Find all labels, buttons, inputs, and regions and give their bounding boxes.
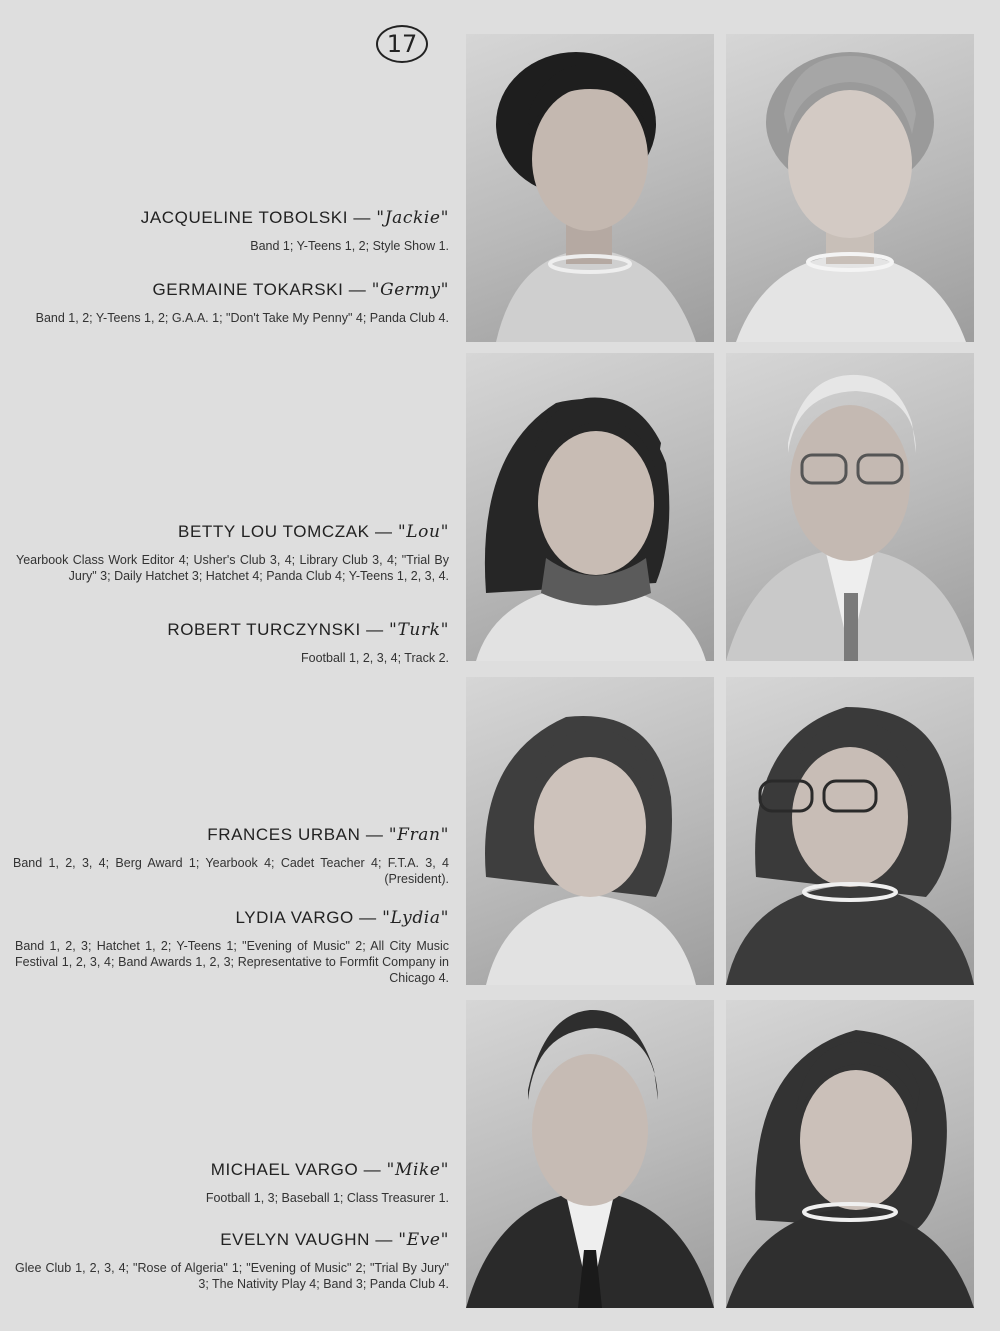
student-name: JACQUELINE TOBOLSKI bbox=[140, 208, 349, 227]
portrait-photo-michael-vargo bbox=[466, 1000, 714, 1308]
portrait-photo-vaughn bbox=[726, 1000, 974, 1308]
portrait-photo-urban bbox=[466, 677, 714, 985]
student-entry-vaughn bbox=[15, 1230, 449, 1292]
student-name-line: GERMAINE TOKARSKI — "Germy" bbox=[152, 280, 449, 300]
portrait-photo-tokarski bbox=[726, 34, 974, 342]
student-name: BETTY LOU TOMCZAK bbox=[178, 522, 370, 541]
student-name: MICHAEL VARGO bbox=[210, 1160, 359, 1179]
student-name: LYDIA VARGO bbox=[235, 908, 354, 927]
student-name: GERMAINE TOKARSKI bbox=[152, 280, 344, 299]
student-activities: Band 1, 2, 3; Hatchet 1, 2; Y-Teens 1; "Evening of Music" 2; All City Music Festival 1, 2, 3, 4; Band Awards 1, 2, 3; Representative to Formfit Company in Chicago 4. bbox=[15, 939, 449, 985]
student-name-line: ROBERT TURCZYNSKI — "Turk" bbox=[167, 620, 449, 640]
student-activities: Band 1, 2; Y-Teens 1, 2; G.A.A. 1; "Don't Take My Penny" 4; Panda Club 4. bbox=[35, 311, 449, 325]
page-number: 17 bbox=[376, 25, 428, 63]
student-nickname: "Lydia" bbox=[382, 908, 449, 928]
student-activities: Football 1, 2, 3, 4; Track 2. bbox=[301, 651, 449, 665]
student-activities: Band 1, 2, 3, 4; Berg Award 1; Yearbook 4; Cadet Teacher 4; F.T.A. 3, 4 (President). bbox=[13, 856, 449, 886]
portrait-photo-tobolski bbox=[466, 34, 714, 342]
student-name: EVELYN VAUGHN bbox=[220, 1230, 371, 1249]
student-activities: Glee Club 1, 2, 3, 4; "Rose of Algeria" 1; "Evening of Music" 2; "Trial By Jury" 3; The Nativity Play 4; Band 3; Panda Club 4. bbox=[15, 1261, 449, 1291]
student-entry-tobolski bbox=[9, 208, 449, 254]
student-entry-turczynski bbox=[9, 620, 449, 666]
student-name: ROBERT TURCZYNSKI bbox=[167, 620, 361, 639]
student-name-line: FRANCES URBAN — "Fran" bbox=[207, 825, 449, 845]
portrait-photo-tomczak bbox=[466, 353, 714, 661]
student-name: FRANCES URBAN bbox=[207, 825, 361, 844]
student-entry-tomczak bbox=[16, 522, 449, 584]
student-name-line: EVELYN VAUGHN — "Eve" bbox=[220, 1230, 449, 1250]
student-activities: Band 1; Y-Teens 1, 2; Style Show 1. bbox=[250, 239, 449, 253]
student-nickname: "Turk" bbox=[389, 620, 449, 640]
student-entry-urban bbox=[13, 825, 449, 887]
student-name-line: LYDIA VARGO — "Lydia" bbox=[235, 908, 449, 928]
student-name-line: MICHAEL VARGO — "Mike" bbox=[210, 1160, 449, 1180]
student-nickname: "Mike" bbox=[386, 1160, 449, 1180]
student-entry-lydia-vargo bbox=[15, 908, 449, 986]
student-nickname: "Germy" bbox=[371, 280, 449, 300]
student-nickname: "Lou" bbox=[397, 522, 449, 542]
student-activities: Football 1, 3; Baseball 1; Class Treasurer 1. bbox=[205, 1191, 449, 1205]
portrait-photo-lydia-vargo bbox=[726, 677, 974, 985]
student-nickname: "Jackie" bbox=[376, 208, 449, 228]
student-entry-tokarski bbox=[13, 280, 449, 326]
student-name-line: BETTY LOU TOMCZAK — "Lou" bbox=[178, 522, 449, 542]
student-name-line: JACQUELINE TOBOLSKI — "Jackie" bbox=[140, 208, 449, 228]
student-activities: Yearbook Class Work Editor 4; Usher's Club 3, 4; Library Club 3, 4; "Trial By Jury" 3; Daily Hatchet 3; Hatchet 4; Panda Club 4; Y-Teens 1, 2, 3, 4. bbox=[16, 553, 449, 583]
student-nickname: "Fran" bbox=[388, 825, 449, 845]
portrait-photo-turczynski bbox=[726, 353, 974, 661]
student-nickname: "Eve" bbox=[398, 1230, 449, 1250]
student-entry-michael-vargo bbox=[9, 1160, 449, 1206]
